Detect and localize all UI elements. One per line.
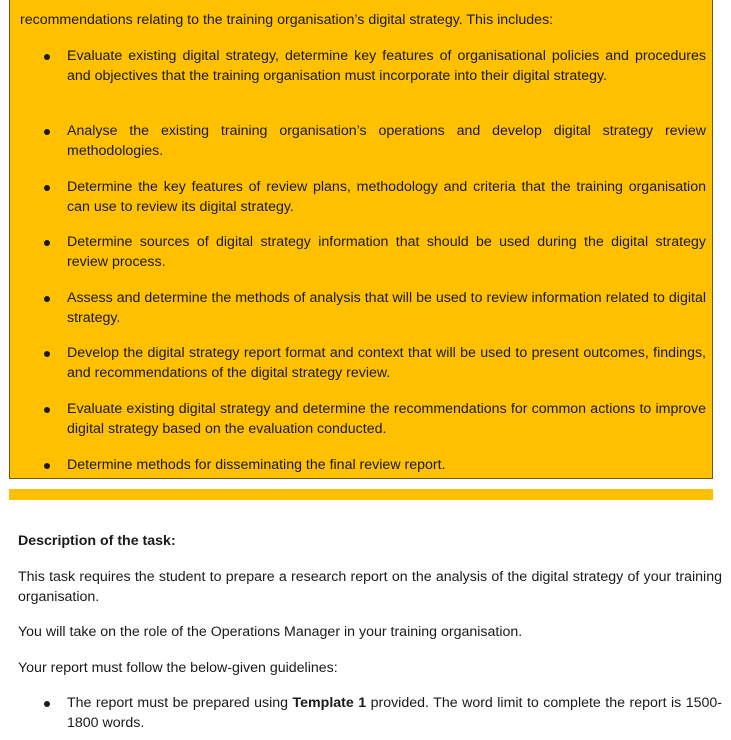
bullet-icon (44, 701, 50, 707)
task-heading: Description of the task: (18, 533, 176, 549)
bullet-icon (44, 351, 50, 357)
requirements-box-panel (9, 0, 713, 479)
list-item-text: Determine methods for disseminating the final review report. (67, 457, 446, 473)
requirements-intro: recommendations relating to the training organisation’s digital strategy. This includes: (20, 12, 554, 28)
list-item-text: Evaluate existing digital strategy and determine the recommendations for common actions to improve digital strategy based on the evaluation conducted. (67, 401, 706, 437)
list-item-text: Determine sources of digital strategy information that should be used during the digital strategy review process. (67, 234, 706, 270)
list-item-text: Assess and determine the methods of analysis that will be used to review information related to digital strategy. (67, 290, 706, 326)
guideline-text (67, 693, 722, 733)
requirements-box (9, 0, 713, 500)
bullet-icon (44, 240, 50, 246)
template-reference: Template 1 (292, 695, 367, 711)
bullet-icon (44, 185, 50, 191)
list-item-text: Develop the digital strategy report format and context that will be used to present outcomes, findings, and recommendations of the digital strategy review. (67, 345, 706, 381)
task-paragraph-2: You will take on the role of the Operations Manager in your training organisation. (18, 624, 523, 640)
guideline-text-pre: The report must be prepared using (67, 695, 293, 711)
list-item-text: Evaluate existing digital strategy, determine key features of organisational policies and procedures and objectives that the training organisation must incorporate into their digital strategy. (67, 48, 706, 84)
bullet-icon (44, 296, 50, 302)
guideline-text-post: provided. The word limit to complete the report is 1500-1800 words. (67, 695, 722, 731)
bullet-icon (44, 129, 50, 135)
task-paragraph-3: Your report must follow the below-given guidelines: (18, 660, 338, 676)
bullet-icon (44, 463, 50, 469)
list-item-text: Analyse the existing training organisation’s operations and develop digital strategy review methodologies. (67, 123, 706, 159)
list-item-text: Determine the key features of review plans, methodology and criteria that the training organisation can use to review its digital strategy. (67, 179, 706, 215)
task-paragraph-1: This task requires the student to prepare a research report on the analysis of the digital strategy of your training organisation. (18, 569, 722, 605)
highlight-strip (9, 489, 713, 500)
bullet-icon (44, 54, 50, 60)
bullet-icon (44, 407, 50, 413)
